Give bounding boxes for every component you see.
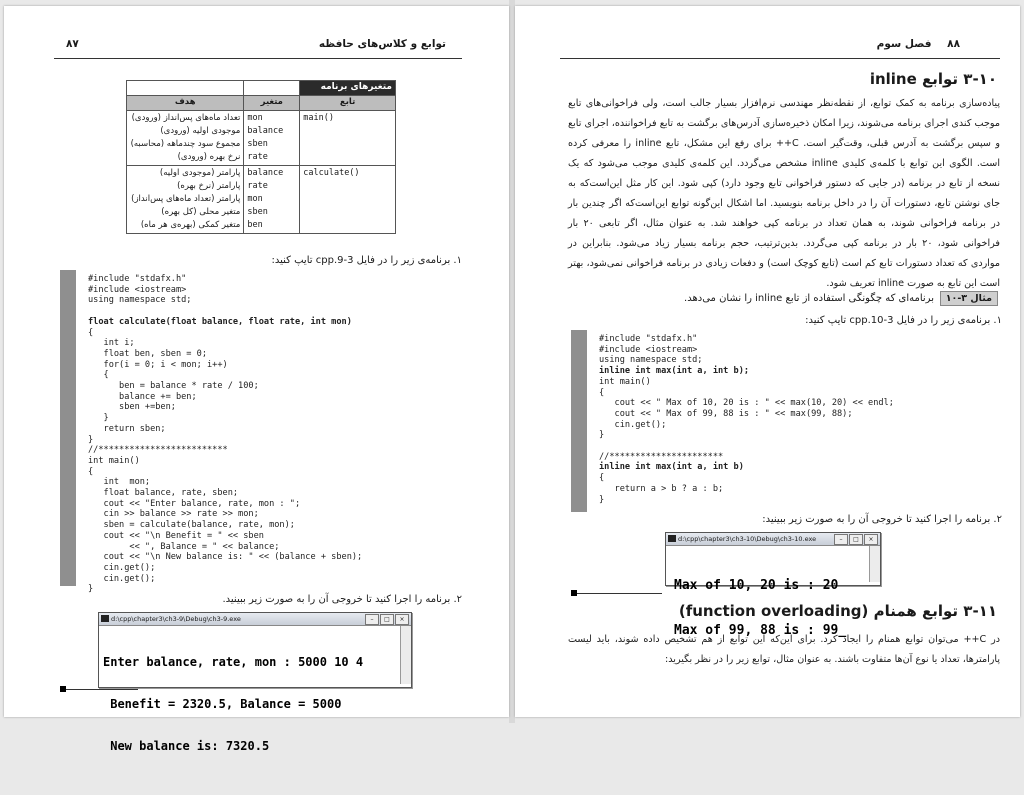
table-cell-var: mon balance sben rate bbox=[244, 111, 300, 166]
left-page-number: ۸۷ bbox=[66, 38, 79, 50]
left-code-block bbox=[60, 270, 462, 595]
console-titlebar[interactable] bbox=[99, 613, 411, 626]
code-line: balance += ben; bbox=[88, 391, 197, 402]
table-cell-var: balance rate mon sben ben bbox=[244, 166, 300, 234]
console-titlebar[interactable] bbox=[666, 533, 880, 546]
table-header-var: متغیر bbox=[244, 96, 300, 111]
console-scrollbar[interactable] bbox=[869, 546, 880, 582]
code-line: sben +=ben; bbox=[88, 402, 176, 413]
variables-table bbox=[126, 80, 396, 234]
left-console-window[interactable] bbox=[98, 612, 412, 753]
code-line: cin.get(); bbox=[88, 562, 156, 573]
code-line: for(i = 0; i < mon; i++) bbox=[88, 359, 228, 370]
left-header bbox=[66, 38, 446, 50]
left-code-listing bbox=[88, 274, 362, 595]
right-header-rule bbox=[560, 58, 1000, 59]
code-line: { bbox=[88, 327, 94, 338]
code-line: #include "stdafx.h" bbox=[88, 274, 187, 284]
code-line: sben = calculate(balance, rate, mon); bbox=[88, 520, 295, 531]
console-scrollbar[interactable] bbox=[400, 626, 411, 684]
table-cell-goal: تعداد ماه‌های پس‌انداز (ورودی) موجودی اولیه (ورودی) مجموع سود چندماهه (محاسبه) نرخ بهره (ورودی) bbox=[127, 111, 244, 166]
code-line: int i; bbox=[88, 338, 135, 349]
code-line: //************************* bbox=[88, 445, 228, 456]
maximize-icon[interactable]: □ bbox=[849, 534, 863, 545]
right-header-title: فصل سوم bbox=[876, 38, 932, 50]
code-line: cin >> balance >> rate >> mon; bbox=[88, 509, 259, 520]
right-step-2: ۲. برنامه را اجرا کنید تا خروجی آن را به صورت زیر ببینید: bbox=[762, 514, 1002, 525]
example-text: برنامه‌ای که چگونگی استفاده از تابع inline را نشان می‌دهد. bbox=[684, 293, 934, 304]
code-line: { bbox=[599, 387, 605, 398]
code-line: cout << "\n Benefit = " << sben bbox=[88, 530, 264, 541]
table-header-goal: هدف bbox=[127, 96, 244, 111]
maximize-icon[interactable]: □ bbox=[380, 614, 394, 625]
section-title-overloading: ۳-۱۱ توابع همنام (function overloading) bbox=[678, 602, 997, 620]
right-page-number: ۸۸ bbox=[947, 38, 960, 50]
code-line: float balance, rate, sben; bbox=[88, 488, 239, 499]
code-line: #include <iostream> bbox=[599, 344, 698, 355]
code-line: cout << " Max of 99, 88 is : " << max(99, 88); bbox=[599, 408, 853, 419]
console-app-icon bbox=[668, 535, 676, 542]
code-line: int main() bbox=[599, 376, 651, 387]
code-line: float calculate(float balance, float rate, int mon) bbox=[88, 316, 352, 327]
code-line: #include <iostream> bbox=[88, 284, 187, 295]
code-line: } bbox=[88, 413, 109, 424]
code-sidebar bbox=[60, 270, 76, 586]
right-code-listing bbox=[599, 334, 894, 505]
code-line: } bbox=[88, 584, 94, 595]
end-rule bbox=[66, 689, 138, 690]
console-title: d:\cpp\chapter3\ch3-10\Debug\ch3-10.exe bbox=[678, 535, 817, 543]
console-line: Benefit = 2320.5, Balance = 5000 bbox=[103, 697, 342, 711]
section-title-inline: ۳-۱۰ توابع inline bbox=[869, 70, 997, 88]
code-line: inline int max(int a, int b); bbox=[599, 366, 750, 377]
table-row-group-calc bbox=[127, 166, 396, 234]
example-tag: مثال ۳-۱۰ bbox=[940, 291, 998, 306]
code-line: //********************** bbox=[599, 451, 724, 462]
table-cell-goal: پارامتر (موجودی اولیه) پارامتر (نرخ بهره) پارامتر (تعداد ماه‌های پس‌انداز) متغیر محلی (کل بهره) متغیر کمکی (بهره‌ی هر ماه) bbox=[127, 166, 244, 234]
table-caption: متغیرهای برنامه bbox=[300, 81, 396, 96]
code-line: float ben, sben = 0; bbox=[88, 348, 207, 359]
code-line: return sben; bbox=[88, 423, 166, 434]
code-line: cin.get(); bbox=[88, 573, 156, 584]
code-line bbox=[599, 441, 894, 452]
right-code-block bbox=[571, 330, 981, 512]
code-line: { bbox=[88, 466, 94, 477]
left-page bbox=[4, 6, 509, 753]
right-step-1: ۱. برنامه‌ی زیر را در فایل 3-10.cpp تایپ کنید: bbox=[805, 315, 1002, 326]
inline-paragraph: پیاده‌سازی برنامه به کمک توابع، از نقطه‌نظر مهندسی نرم‌افزار بسیار جالب است، ولی فراخوانی‌های تابع موجب کندی اجرای برنامه می‌شوند، زیرا امکان ذخیره‌سازی آدرس‌های برگشت به تابع فراخواننده، اجرای تابع و سپس برگشت به آدرس قبلی، وقت‌گیر است. C++ برای رفع این مشکل، تابع inline را معرفی کرده است. الگوی این توابع با کلمه‌ی کلیدی inline مشخص می‌گردد. این کلمه‌ی کلیدی موجب می‌شود که یک نسخه از تابع در برنامه (در جایی که دستور فراخوانی تابع وجود دارد) کپی شود. این کار مثل این‌است‌که به جای نوشتن تابع، دستورات آن را در داخل برنامه بنویسید. اما اشکال این‌گونه توابع این‌است‌که اگر چندین بار در برنامه فراخوانی شوند، به همان تعداد در برنامه کپی خواهند شد. به عنوان مثال، اگر تابعی ۲۰ بار فراخوانی شود، ۲۰ بار در برنامه کپی می‌گردد. بدین‌ترتیب، حجم برنامه بسیار زیاد می‌شود. بنابراین در مواردی که تعداد دستورات تابع کم است (تابع کوچک است) و دفعات زیادی در برنامه فراخوانی نمی‌شود، بهتر است این تابع به صورت inline تعریف شود. bbox=[568, 98, 1000, 289]
left-step-1: ۱. برنامه‌ی زیر را در فایل 3-9.cpp تایپ کنید: bbox=[271, 255, 462, 266]
overloading-paragraph: در C++ می‌توان توابع همنام را ایجاد کرد. برای این‌که این توابع از هم تشخیص داده شوند، باید لیست پارامترها، تعداد یا نوع آن‌ها متفاوت باشند. به عنوان مثال، توابع زیر را در نظر بگیرید: bbox=[568, 634, 1000, 665]
code-line: { bbox=[599, 473, 605, 484]
minimize-icon[interactable]: – bbox=[365, 614, 379, 625]
code-line: #include "stdafx.h" bbox=[599, 334, 698, 344]
code-line: int main() bbox=[88, 455, 140, 466]
left-step-2: ۲. برنامه را اجرا کنید تا خروجی آن را به صورت زیر ببینید. bbox=[222, 594, 462, 605]
close-icon[interactable]: × bbox=[395, 614, 409, 625]
code-line bbox=[88, 306, 362, 317]
right-header bbox=[560, 38, 960, 50]
code-line: << ", Balance = " << balance; bbox=[88, 541, 280, 552]
left-header-title: توابع و کلاس‌های حافظه bbox=[318, 38, 446, 50]
left-header-rule bbox=[54, 58, 462, 59]
code-line: } bbox=[599, 494, 605, 505]
console-line: Max of 10, 20 is : 20 bbox=[674, 578, 839, 593]
console-app-icon bbox=[101, 615, 109, 622]
console-output bbox=[99, 626, 411, 753]
code-line: int mon; bbox=[88, 477, 151, 488]
table-header-func: تابع bbox=[300, 96, 396, 111]
minimize-icon[interactable]: – bbox=[834, 534, 848, 545]
console-line: New balance is: 7320.5 bbox=[103, 739, 270, 753]
end-rule bbox=[577, 593, 662, 594]
code-line: ben = balance * rate / 100; bbox=[88, 381, 259, 392]
code-line: inline int max(int a, int b) bbox=[599, 462, 744, 473]
table-cell-func: calculate() bbox=[300, 166, 396, 234]
code-sidebar bbox=[571, 330, 587, 512]
code-line: using namespace std; bbox=[88, 295, 192, 306]
code-line: return a > b ? a : b; bbox=[599, 483, 724, 494]
code-line: cin.get(); bbox=[599, 419, 667, 430]
table-row-group-main bbox=[127, 111, 396, 166]
code-line: cout << "Enter balance, rate, mon : "; bbox=[88, 498, 301, 509]
code-line: cout << "\n New balance is: " << (balance + sben); bbox=[88, 552, 363, 563]
code-line: { bbox=[88, 370, 109, 381]
table-cell-func: main() bbox=[300, 111, 396, 166]
code-line: } bbox=[599, 430, 605, 441]
code-line: } bbox=[88, 434, 94, 445]
close-icon[interactable]: × bbox=[864, 534, 878, 545]
console-line: Max of 99, 88 is : 99_ bbox=[674, 623, 847, 638]
console-line: Enter balance, rate, mon : 5000 10 4 bbox=[103, 655, 364, 669]
example-3-10 bbox=[566, 291, 998, 308]
code-line: using namespace std; bbox=[599, 355, 703, 366]
code-line: cout << " Max of 10, 20 is : " << max(10, 20) << endl; bbox=[599, 398, 894, 409]
console-title: d:\cpp\chapter3\ch3-9\Debug\ch3-9.exe bbox=[111, 615, 241, 623]
right-page-lower bbox=[515, 310, 1020, 717]
